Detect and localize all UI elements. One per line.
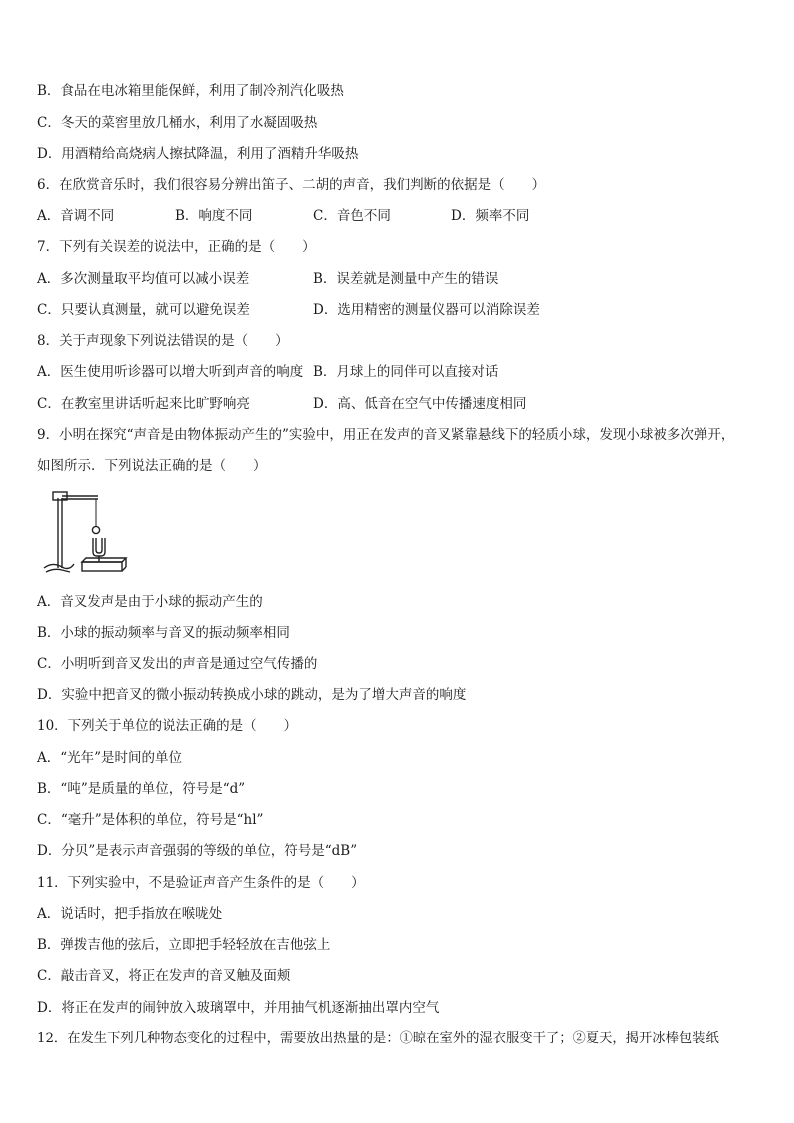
q10-stem: 10．下列关于单位的说法正确的是（ ） [37, 718, 298, 734]
q9-stem: 9．小明在探究“声音是由物体振动产生的”实验中，用正在发声的音叉紧靠悬线下的轻质小球，发现小球被多次弹开， [37, 427, 735, 443]
q11-option-a: A．说话时，把手指放在喉咙处 [37, 906, 223, 922]
q10-option-a: A．“光年”是时间的单位 [37, 750, 183, 766]
q5-option-b: B．食品在电冰箱里能保鲜，利用了制冷剂汽化吸热 [37, 83, 344, 99]
q11-stem: 11．下列实验中，不是验证声音产生条件的是（ ） [37, 875, 365, 891]
q9-option-c: C．小明听到音叉发出的声音是通过空气传播的 [37, 656, 318, 672]
q11-option-d: D．将正在发声的闹钟放入玻璃罩中，并用抽气机逐渐抽出罩内空气 [37, 1000, 440, 1016]
q7-option-d: D．选用精密的测量仪器可以消除误差 [313, 302, 540, 318]
q12-stem: 12．在发生下列几种物态变化的过程中，需要放出热量的是：①晾在室外的湿衣服变干了；②夏天，揭开冰棒包装纸 [37, 1031, 719, 1046]
q6-option-a: A．音调不同 [37, 208, 115, 224]
q7-option-b: B．误差就是测量中产生的错误 [313, 271, 499, 287]
q8-option-a: A．医生使用听诊器可以增大听到声音的响度 [37, 364, 304, 380]
q6-option-b: B．响度不同 [175, 208, 253, 224]
q6-option-c: C．音色不同 [313, 208, 391, 224]
q8-option-d: D．高、低音在空气中传播速度相同 [313, 396, 527, 412]
q11-option-c: C．敲击音叉，将正在发声的音叉触及面颊 [37, 968, 291, 984]
q7-stem: 7．下列有关误差的说法中，正确的是（ ） [37, 239, 316, 255]
q8-stem: 8．关于声现象下列说法错误的是（ ） [37, 333, 289, 349]
q10-option-b: B．“吨”是质量的单位，符号是“d” [37, 781, 246, 797]
q9-option-d: D．实验中把音叉的微小振动转换成小球的跳动，是为了增大声音的响度 [37, 687, 467, 703]
q8-option-b: B．月球上的同伴可以直接对话 [313, 364, 499, 380]
q7-option-a: A．多次测量取平均值可以减小误差 [37, 271, 250, 287]
tuning-fork-pendulum-icon [36, 484, 132, 584]
q5-option-d: D．用酒精给高烧病人擦拭降温，利用了酒精升华吸热 [37, 146, 359, 162]
q10-option-c: C．“毫升”是体积的单位，符号是“hl” [37, 812, 264, 828]
q10-option-d: D．分贝”是表示声音强弱的等级的单位，符号是“dB” [37, 843, 358, 859]
q5-option-c: C．冬天的菜窖里放几桶水，利用了水凝固吸热 [37, 115, 318, 131]
q11-option-b: B．弹拨吉他的弦后，立即把手轻轻放在吉他弦上 [37, 937, 331, 953]
q8-option-c: C．在教室里讲话听起来比旷野响亮 [37, 396, 250, 412]
q9-stem-cont: 如图所示．下列说法正确的是（ ） [37, 458, 267, 474]
tuning-fork-pendulum-figure [36, 484, 132, 584]
q6-stem: 6．在欣赏音乐时，我们很容易分辨出笛子、二胡的声音，我们判断的依据是（ ） [37, 177, 546, 193]
q9-option-b: B．小球的振动频率与音叉的振动频率相同 [37, 625, 290, 641]
q6-option-d: D．频率不同 [451, 208, 530, 224]
q9-option-a: A．音叉发声是由于小球的振动产生的 [37, 594, 263, 610]
q7-option-c: C．只要认真测量，就可以避免误差 [37, 302, 250, 318]
